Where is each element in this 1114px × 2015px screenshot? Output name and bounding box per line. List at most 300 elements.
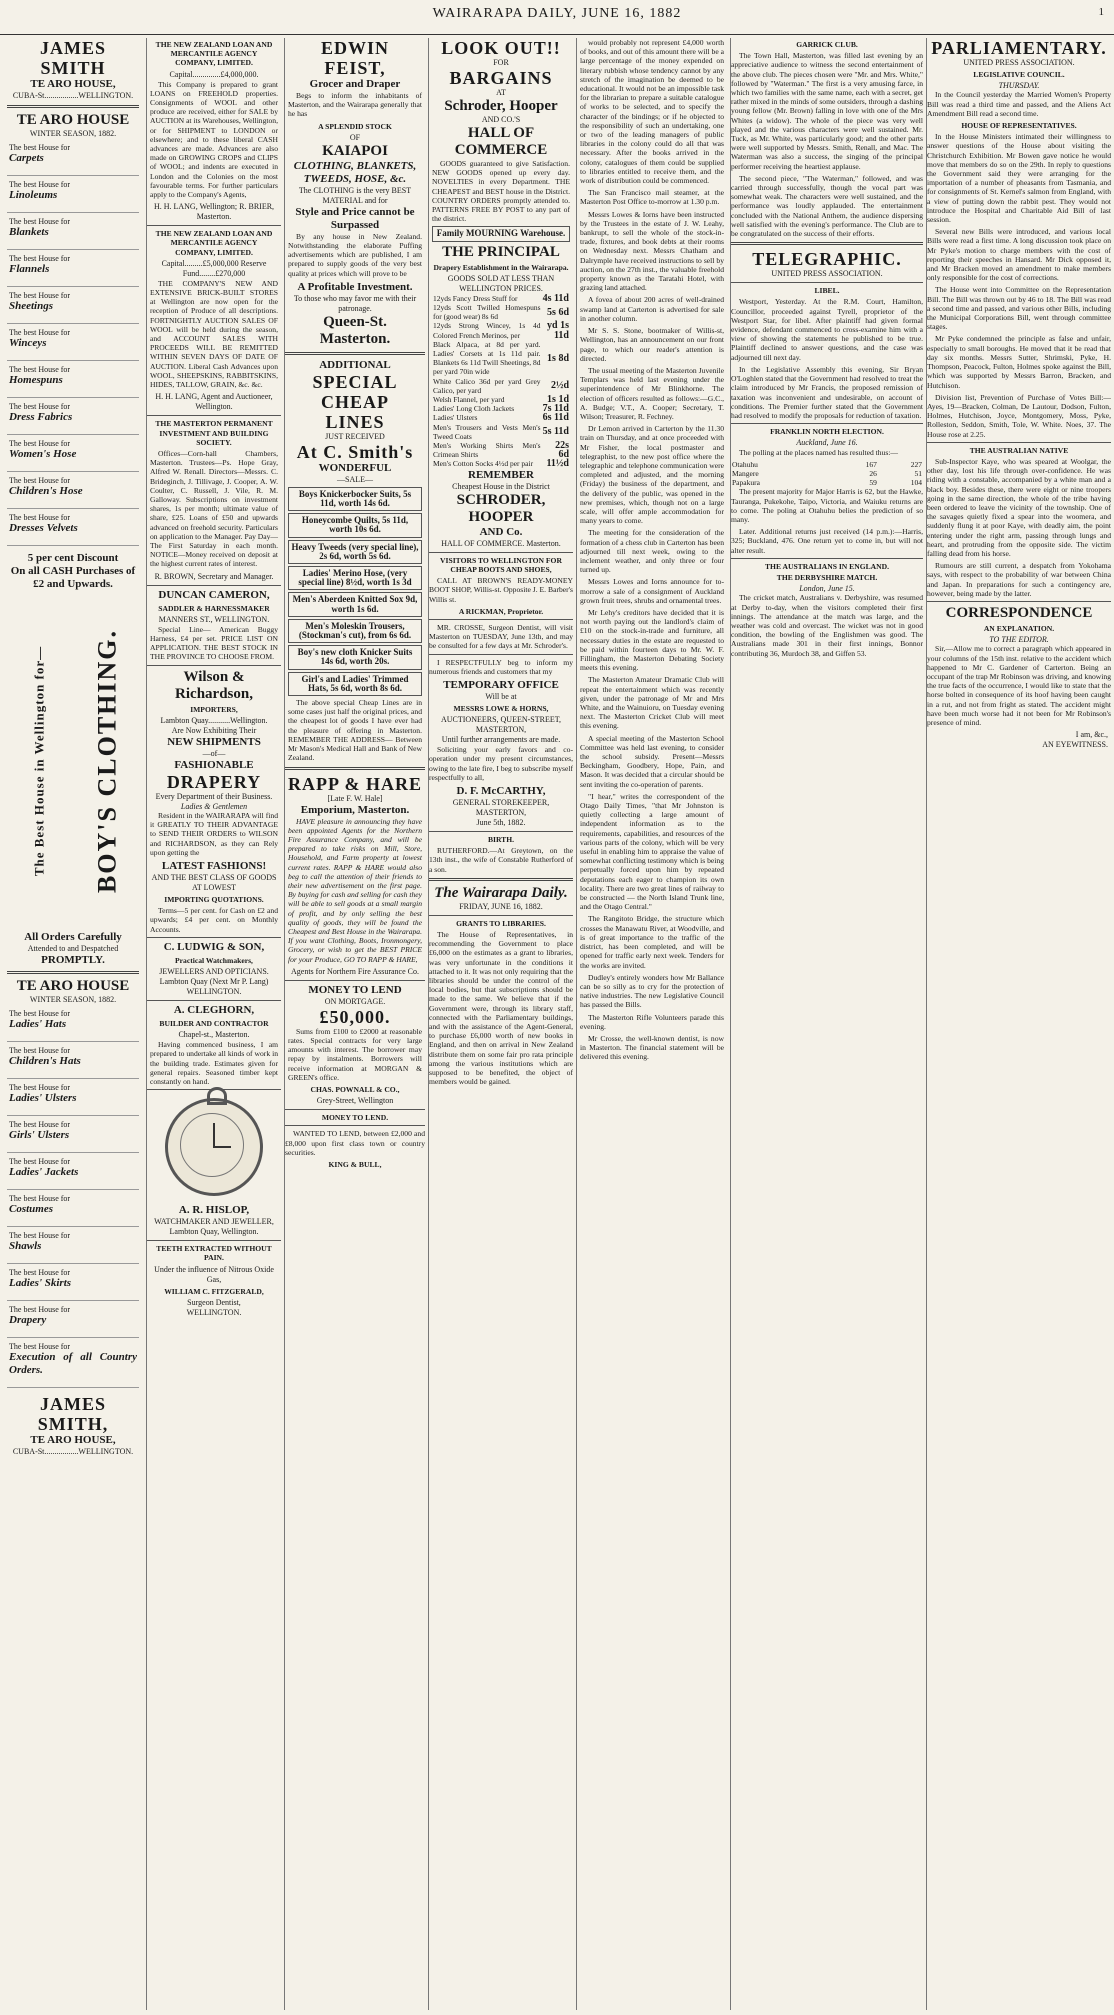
sale-items <box>288 487 422 696</box>
sale-item-label: Boy's new cloth Knicker Suits 14s 6d, worth 20s. <box>297 647 413 667</box>
article-body: Sir,—Allow me to correct a paragraph which appeared in your columns of the 15th inst. relative to the accident which happened to Mr C. Gardener of Carterton. Being an occupant of the trap Mr Robinson was driving, and knowing the true facts of the occurrence, I would like to state that the horse bolted in consequence of its hoof having been caught in a rut, and not from fright as stated. The accident might have been much worse had it not been for Mr Robinson's presence of mind. <box>927 644 1111 727</box>
ad-shop: TE ARO HOUSE, <box>30 1434 116 1446</box>
ad-amount: £50,000. <box>319 1006 391 1027</box>
dateline: THURSDAY. <box>998 81 1040 91</box>
vertical-label: BOY'S CLOTHING. <box>92 628 122 894</box>
ad-line: CLOTHING, BLANKETS, TWEEDS, HOSE, &c. <box>293 159 417 185</box>
list-item-prefix: The best House for <box>9 1120 71 1129</box>
divider <box>429 552 573 553</box>
ad-line: MESSRS LOWE & HORNS, <box>453 703 549 713</box>
price-value: yd 1s 11d <box>547 320 569 341</box>
ad-line: GENERAL STOREKEEPER, <box>452 797 550 807</box>
column-7 <box>926 38 1111 2010</box>
ad-trade: WATCHMAKER AND JEWELLER, <box>154 1217 274 1227</box>
ad-title: THE NEW ZEALAND LOAN AND MERCANTILE AGENCY COMPANY, LIMITED. <box>155 229 273 257</box>
list-item-prefix: The best House for <box>9 328 71 337</box>
article-body: The polling at the places named has resulted thus:— <box>739 447 899 457</box>
table-row <box>731 469 923 478</box>
article-heading: HOUSE OF REPRESENTATIVES. <box>961 121 1077 131</box>
table-row <box>731 460 923 469</box>
nz-loan-ad-1 <box>147 40 281 222</box>
temp-office-title: TEMPORARY OFFICE <box>443 678 559 691</box>
ad-sub: JEWELLERS AND OPTICIANS. <box>159 967 269 976</box>
ad-body: Special Line— American Buggy Harness, £4 per set. PRICE LIST ON APPLICATION. THE BEST STOCK IN THE PROVINCE TO CHOOSE FROM. <box>150 624 278 662</box>
ad-line: REMEMBER <box>468 468 534 481</box>
watch-hand <box>213 1146 231 1148</box>
dentist-ad <box>147 1244 281 1318</box>
ad-name: JAMES SMITH, <box>37 1394 109 1434</box>
table-cell: Otahuhu <box>732 459 758 469</box>
column-5 <box>576 38 727 2010</box>
list-item <box>7 1005 139 1042</box>
divider <box>147 665 281 666</box>
price-value: 4s 11d <box>542 292 569 304</box>
orders-line: PROMPTLY. <box>41 954 105 966</box>
ad-name: RAPP & HARE <box>288 773 422 794</box>
column-4 <box>428 38 573 2010</box>
ad-line: Cheapest House in the District <box>452 481 550 491</box>
article-heading: LIBEL. <box>814 286 840 296</box>
news-item: "I hear," writes the correspondent of the Otago Daily Times, "that Mr Johnston is quietly collecting a large amount of independent information as to the requirements, capabilities, and resources of the various parts of the colony, which will be very useful in enabling him to appraise the value of somewhat conflicting testimony which is being perpetually forced upon him by repeated deputations each eager to champion its own locality. There are two great lines of railway to be constructed — the North Island Trunk line, and the Otago Central." <box>580 791 724 912</box>
price-item: 12yds Scott Twilled Homespuns for (good wear) 8s 6d <box>433 303 541 322</box>
list-item-label: Linoleums <box>9 189 58 201</box>
ad-line: ON MORTGAGE. <box>324 996 386 1006</box>
ad-line: Are Now Exhibiting Their <box>171 725 257 735</box>
news-item: Mr Lehy's creditors have decided that it is not worth paying out the landlord's claim of £10 on the stock-in-trade and furniture, all necessary duties in the estate are requested to be paid within fourteen days to Mr. W. F. Fillingham, the Masterton Debating Society meets this evening. <box>580 607 724 673</box>
ad-line: MASTERTON, <box>475 725 527 735</box>
ad-shop: TE ARO HOUSE, <box>30 78 116 90</box>
ad-title: MONEY TO LEND <box>308 983 402 996</box>
ad-line: IMPORTING QUOTATIONS. <box>164 894 264 904</box>
divider <box>429 619 573 620</box>
list-item <box>7 324 139 361</box>
news-item: Dr Lemon arrived in Carterton by the 11.30 train on Thursday, and at once proceeded with Mr Fisher, the local postmaster and telegraphist, to the new post office where the telegraphic and telephone communication were completed and adjusted, and the morning (Friday) the business of the department, and the delivery of the public, was opened in the new premises, which, though not on a large scale, will offer ample accommodation for many years to come. <box>580 424 724 526</box>
table-cell: 167 <box>865 459 877 469</box>
ad-line: KAIAPOI <box>322 142 388 159</box>
edwin-feist-ad <box>285 38 425 348</box>
dentist-notice: MR. CROSSE, Surgeon Dentist, will visit Masterton on TUESDAY, June 13th, and may be consulted for a few days at Mr. Schroder's. <box>429 622 573 651</box>
list-item-label: Dresses Velvets <box>9 522 78 534</box>
list-item-label: Girls' Ulsters <box>9 1129 70 1141</box>
sale-item-label: Boys Knickerbocker Suits, 5s 11d, worth 14s 6d. <box>298 488 412 509</box>
price-item: Black Alpaca, at 8d per yard. Ladies' Corsets at 1s 11d pair. Blankets 6s 11d Twill Sheetings, 8d per yard 70in wide <box>433 339 541 377</box>
list-item <box>7 1042 139 1079</box>
news-item: Mr Crosse, the well-known dentist, is now in Masterton. The financial statement will be delivered this evening. <box>580 1033 724 1062</box>
list-item-label: Ladies' Skirts <box>9 1277 72 1289</box>
list-item-label: Carpets <box>9 152 44 164</box>
divider <box>731 423 923 424</box>
list-item-label: Drapery <box>9 1314 47 1326</box>
ad-address: HALL OF COMMERCE. Masterton. <box>441 538 561 548</box>
list-item-label: Ladies' Ulsters <box>9 1092 77 1104</box>
divider <box>147 415 281 416</box>
duncan-cameron-ad <box>147 589 281 662</box>
ad-line: Drapery Establishment in the Wairarapa. <box>433 262 569 272</box>
article-body: The Town Hall, Masterton, was filled last evening by an appreciative audience to witness the second entertainment of the above club. The pieces chosen were "Mr. and Mrs. White," followed by "Waterman." The first is a very amusing farce, in which two families with the same name, each with a secret, get rather mixed in the minds of some outsiders, through a dashing young fellow (Mr. Brown) falling in love with one of the Mrs Whites (a widow). The whole of the piece was very well played and the various characters were well sustained. Mr. Tuck, as Mr. White, was particularly good; and the other parts were well supported by Messrs. Smith, Renall, and Mac. The Waterman was also a success, the singing of the principal performer receiving the heartiest applause. <box>731 51 923 171</box>
list-item <box>7 472 139 509</box>
ad-line: DRAPERY <box>166 771 262 792</box>
list-item <box>7 1153 139 1190</box>
divider <box>285 767 425 770</box>
price-value: 2½d <box>550 380 569 392</box>
ad-address: Grey-Street, Wellington <box>316 1096 394 1106</box>
article-heading: LEGISLATIVE COUNCIL. <box>973 70 1065 79</box>
discount-line: On all CASH Purchases of <box>10 565 136 577</box>
ad-line: THE PRINCIPAL <box>442 243 560 260</box>
divider <box>927 442 1111 443</box>
table-row <box>432 423 570 441</box>
list-item-label: Ladies' Jackets <box>9 1166 79 1178</box>
article-body: The House of Representatives, in recommending the Government to place £6,000 on the estimates as a grant to libraries, was very unfortunate in the conditions it attached to it. It was not only requiring that the libraries should be under the control of the local bodies, but that subscriptions should be made to the same. We believe that if the Government were, through its library staff, connected with the Parliamentary buildings, and with the assistance of the Agent-General, to purchase £6,000 worth of new books in England, and then on arrival in New Zealand distribute them on some fair pro rata principle among the various institutions which are supposed to be benefited, the object of members would be gained. <box>429 929 573 1087</box>
list-item-prefix: The best House for <box>9 1157 71 1166</box>
ad-address: Chapel-st., Masterton. <box>178 1030 250 1040</box>
ad-body: Terms—5 per cent. for Cash on £2 and upwards; £4 per cent. on Monthly Accounts. <box>150 906 278 934</box>
nz-loan-ad-2 <box>147 229 281 412</box>
ad-address: Lambton Quay...........Wellington. <box>160 715 268 725</box>
vertical-text-big <box>75 591 140 931</box>
ad-name: D. F. McCARTHY, <box>456 784 546 797</box>
ad-line: Every Department of their Business. <box>155 791 273 801</box>
ad-line: SPECIAL CHEAP <box>312 371 398 412</box>
price-item: Men's Working Shirts Men's Crimean Shirts <box>433 441 541 460</box>
list-item <box>7 398 139 435</box>
ad-line: OF <box>349 132 361 142</box>
price-value: 6s 11d <box>542 412 569 424</box>
price-item: Ladies' Long Cloth Jackets <box>433 404 515 414</box>
ad-name: DUNCAN CAMERON, <box>158 588 270 601</box>
list-item <box>7 509 139 546</box>
ad-name: WILLIAM C. FITZGERALD, <box>164 1286 264 1296</box>
signoff: I am, &c., <box>1075 730 1108 740</box>
news-item: The Masterton Rifle Volunteers parade this evening. <box>580 1012 724 1031</box>
ad-title: TEETH EXTRACTED WITHOUT PAIN. <box>156 1244 272 1263</box>
divider <box>147 937 281 938</box>
table-row <box>432 294 570 303</box>
list-item-prefix: The best House for <box>9 180 71 189</box>
ad-trade: IMPORTERS, <box>190 704 238 714</box>
list-item <box>7 176 139 213</box>
article-heading: THE AUSTRALIANS IN ENGLAND. <box>764 561 890 571</box>
price-item: Men's Cotton Socks 4½d per pair <box>433 459 534 469</box>
ad-line: At C. Smith's <box>296 441 414 462</box>
ad-body: This Company is prepared to grant LOANS on FREEHOLD properties. Consignments of WOOL and other produce are received, either for SALE by AUCTION at its Warehouses, Wellington, or for SHIPMENT to LONDON or elsewhere; and to these liberal CASH advances are made. Advances are also made on GROWING CROPS and CLIPS of WOOL; and indents are executed in London and the Colonies on the most favourable terms. For further particulars apply to the Company's Agents, <box>150 79 278 200</box>
column-6 <box>730 38 923 2010</box>
list-item-prefix: The best House for <box>9 513 71 522</box>
ad-line: LATEST FASHIONS! <box>161 859 267 872</box>
ad-name: CHAS. POWNALL & CO., <box>310 1084 400 1094</box>
article-heading: FRANKLIN NORTH ELECTION. <box>770 427 884 437</box>
ad-name: A. CLEGHORN, <box>173 1004 255 1016</box>
orders-line: Attended to and Despatched <box>27 944 119 953</box>
ad-name: KING & BULL, <box>328 1159 382 1169</box>
house-title: TE ARO HOUSE <box>16 978 130 994</box>
sale-item-label: Men's Moleskin Trousers, (Stockman's cut), from 6s 6d. <box>298 620 412 641</box>
divider <box>429 915 573 916</box>
orders-line: All Orders Carefully <box>24 931 122 943</box>
sale-item <box>288 513 422 537</box>
ad-line: GOODS SOLD AT LESS THAN WELLINGTON PRICES. <box>447 273 555 293</box>
article-heading: THE AUSTRALIAN NATIVE <box>969 445 1069 455</box>
watch-hand <box>213 1123 215 1147</box>
table-row <box>432 377 570 395</box>
james-smith-ad-top <box>4 38 142 1457</box>
list-item-label: Flannels <box>9 263 50 275</box>
masterton-building-society-ad <box>147 419 281 581</box>
divider <box>285 1109 425 1110</box>
list-item-prefix: The best House for <box>9 365 71 374</box>
list-item <box>7 213 139 250</box>
ad-line: NEW SHIPMENTS <box>167 735 261 748</box>
look-out-ad <box>429 38 573 549</box>
price-value: 5s 11d <box>542 426 569 438</box>
divider <box>731 242 923 245</box>
list-item-prefix: The best House for <box>9 1305 71 1314</box>
ad-body: Having commenced business, I am prepared to undertake all kinds of work in the building trade. Estimates given for general repairs. Seasoned timber kept constantly on hand. <box>150 1040 278 1087</box>
ad-address: Queen-St. Masterton. <box>319 313 391 347</box>
hislop-ad <box>147 1098 281 1237</box>
ad-line: Until further arrangements are made. <box>441 735 561 745</box>
divider <box>429 831 573 832</box>
list-item <box>7 250 139 287</box>
ad-name: Wilson & Richardson, <box>175 668 253 702</box>
list-item-prefix: The best House for <box>9 143 71 152</box>
list-item <box>7 1301 139 1338</box>
sale-item-label: Girl's and Ladies' Trimmed Hats, 5s 6d, worth 8s 6d. <box>301 673 409 693</box>
divider <box>147 225 281 226</box>
list-item-prefix: The best House for <box>9 1083 71 1092</box>
mourning-box <box>432 226 570 241</box>
ad-name: SCHRODER, <box>456 491 546 508</box>
masthead <box>0 0 1114 35</box>
divider <box>285 352 425 355</box>
ad-line: AND CO.'S <box>481 115 521 124</box>
ad-line: A Profitable Investment. <box>297 280 413 293</box>
news-item: A fovea of about 200 acres of well-drained swamp land at Carterton is advertised for sale in another column. <box>580 295 724 323</box>
c-smith-sale-ad <box>285 359 425 763</box>
list-item-label: Execution of all Country Orders. <box>9 1351 137 1376</box>
issue-date: FRIDAY, JUNE 16, 1882. <box>459 901 543 911</box>
list-item <box>7 1264 139 1301</box>
ad-body: Sums from £100 to £2000 at reasonable rates. Special contracts for very large amounts with interest. The borrower may repay by instalments. Borrowers will receive information at MORGAN & GREEN's office. <box>288 1026 422 1082</box>
ad-line: AND THE BEST CLASS OF GOODS AT LOWEST <box>151 872 277 892</box>
article-body: In the House Ministers intimated their willingness to answer questions of the House about visiting the Christchurch Exhibition. Mr Bowen gave notice he would move that members do so on the 29th. In reply to questions the Government said they were arranging for the importation of a number of pheasants from Tasmania, and for consignments of St. Kernel's salmon from England, with a view of putting down the rabbit pest. They would not introduce the Hospital and Charitable Aid Bill of last session. <box>927 132 1111 225</box>
price-value: 1s 1d <box>547 394 569 406</box>
vertical-label: The Best House in Wellington for— <box>31 645 47 877</box>
money-to-lend-ad <box>285 984 425 1106</box>
news-item: Dudley's entirely wonders how Mr Ballance can be so silly as to cry for the protection of native industries. The new Legislative Council has passed the Bills. <box>580 972 724 1010</box>
masthead-title: WAIRARAPA DAILY, JUNE 16, 1882 <box>432 6 682 21</box>
list-item-label: Blankets <box>9 226 49 238</box>
article-body: Rumours are still current, a despatch from Yokohama says, with respect to the probability of war between China and Japan. In preparations for such a contingency are, however, being made by the latter. <box>927 561 1111 598</box>
salutation: TO THE EDITOR. <box>989 635 1049 645</box>
house-season: WINTER SEASON, 1882. <box>29 129 117 138</box>
ad-line: June 5th, 1882. <box>476 817 526 827</box>
article-body: The cricket match, Australians v. Derbyshire, was resumed at Derby to-day, when the visitors completed their first innings. The attendance at the match was large, and the weather was cold and overcast. The wicket was not in good condition, the bowling of the Englishmen was good. The Australians made 301 in their first innings, Bonnor contributing 36, Murdoch 38, and Giffen 53. <box>731 593 923 658</box>
ad-line: Schroder, Hooper <box>444 98 558 114</box>
price-value: 5s 6d <box>547 306 569 318</box>
list-item-prefix: The best House for <box>9 1194 71 1203</box>
article-body: Westport, Yesterday. At the R.M. Court, Hamilton, Councillor, proceeded against Tyrell, proprietor of the Westport Star, for libel. After plaintiff had given formal evidence, defendant commenced to cross-examine him with a view of showing the statements he published to be true. Plaintiff declined to answer questions, and the case was adjourned till next day. <box>731 297 923 362</box>
ad-line: LINES <box>325 411 385 432</box>
divider <box>7 971 139 974</box>
boots-ad-body: CALL AT BROWN'S READY-MONEY BOOT SHOP, Willis-st. Opposite J. E. Barber's Willis st. <box>429 576 573 604</box>
dateline: London, June 15. <box>799 584 855 594</box>
ad-body: THE COMPANY'S NEW AND EXTENSIVE BRICK-BUILT STORES at Wellington are now open for the reception of Produce of all descriptions. FORTNIGHTLY AUCTION SALES OF WOOL will be held during the season, and ACCOUNT SALES WITH PROCEEDS WILL BE REMITTED WITHIN SEVEN DAYS OF DATE OF AUCTION. Liberal Cash Advances upon WOOL, SHEEPSKINS, RABBITSKINS, HIDES, TALLOW, GRAIN, &c. &c. <box>150 278 278 390</box>
sale-item <box>288 619 422 643</box>
list-item <box>7 1190 139 1227</box>
price-item: Ladies' Ulsters <box>433 413 478 423</box>
table-cell: Mangere <box>732 468 759 478</box>
ad-address: MANNERS ST., WELLINGTON. <box>158 614 270 624</box>
ad-name: A. R. HISLOP, <box>178 1204 250 1217</box>
divider <box>731 558 923 559</box>
news-item: The Rangitoto Bridge, the structure which crosses the Manawatu River, at Woodville, and is of great importance to the traffic of the district, has been completed, and will be opened for traffic early next week. Tenders for the works are invited. <box>580 914 724 970</box>
price-item: 12yds Fancy Dress Stuff for <box>433 293 518 303</box>
divider <box>429 878 573 881</box>
ad-address: CUBA-St.................WELLINGTON. <box>12 1447 134 1456</box>
list-item-prefix: The best House for <box>9 1009 71 1018</box>
ad-line: —of— <box>202 748 226 758</box>
house-season: WINTER SEASON, 1882. <box>29 995 117 1004</box>
list-item-prefix: The best House for <box>9 217 71 226</box>
cleghorn-ad <box>147 1004 281 1086</box>
ad-address: CUBA-St.................WELLINGTON. <box>12 91 134 100</box>
sale-item <box>288 566 422 590</box>
list-item-label: Homespuns <box>9 374 63 386</box>
sale-item <box>288 645 422 669</box>
list-item-label: Shawls <box>9 1240 42 1252</box>
list-item-label: Costumes <box>9 1203 54 1215</box>
ad-line: —SALE— <box>337 474 373 484</box>
ad-body: HAVE pleasure in announcing they have been appointed Agents for the Northern Fire Assurance Company, and will be prepared to take risks on Mill, Store, Household, and Farm property at lowest current rates. RAPP & HARE would also beg to call the attention of their friends to their new advertisement on the first page. By buying for cash and selling for cash they will be able to sell goods at a small margin of profit, and by only selling the best quality of goods, they will be found the Cheapest and Best House in the Wairarapa. If you want Clothing, Boots, Ironmongery, Grocery, or wish to get the BEST PRICE for your Produce, GO TO RAPP & HARE, <box>288 816 422 964</box>
table-cell: Papakura <box>732 478 760 488</box>
ad-address: WELLINGTON. <box>186 1307 242 1317</box>
list-item <box>7 435 139 472</box>
article-body: Several new Bills were introduced, and various local Bills were read a first time. A long discussion took place on Mr Pyke's motion to charge members with the cost of reporting their speeches in Hansard. Mr Dick opposed it, and Mr Bracken moved an amendment to make members only responsible for the cost of corrections. <box>927 227 1111 283</box>
sale-item-label: Heavy Tweeds (very special line), 2s 6d, worth 5s 6d. <box>291 541 419 561</box>
table-cell: 51 <box>914 468 922 478</box>
pocket-watch-icon <box>165 1098 263 1196</box>
boots-ad-title: VISITORS TO WELLINGTON FOR CHEAP BOOTS AND SHOES, <box>440 555 562 574</box>
ad-name: HOOPER <box>468 508 534 525</box>
news-column <box>577 38 727 1062</box>
price-item: White Calico 36d per yard Grey Calico, per yard <box>433 376 541 395</box>
newspaper-title: The Wairarapa Daily. <box>434 884 568 901</box>
list-item-label: Ladies' Hats <box>9 1018 67 1030</box>
sale-item-label: Honeycombe Quilts, 5s 11d, worth 10s 6d. <box>301 515 409 535</box>
list-item-prefix: The best House for <box>9 1046 71 1055</box>
ad-name: EDWIN FEIST, <box>320 38 389 78</box>
article-body: In the Legislative Assembly this evening, Sir Bryan O'Loghlen stated that the Government had resolved to treat the claim introduced by Mr Francis, the proposed remission of taxation was inconvenient and undesirable, on account of conditions. The Premier further stated that the Government had resolved to modify the proposals for reduction of taxation. <box>731 364 923 420</box>
divider <box>147 1240 281 1241</box>
list-item <box>7 1079 139 1116</box>
ad-title: THE MASTERTON PERMANENT INVESTMENT AND BUILDING SOCIETY. <box>155 419 273 447</box>
table-row <box>731 478 923 487</box>
ad-body: GOODS guaranteed to give Satisfaction. NEW GOODS opened up every day. NOVELTIES in every Department. THE CHEAPEST and BEST house in the District. COUNTRY ORDERS promptly attended to. PATTERNS FREE BY POST to any part of the district. <box>432 159 570 224</box>
news-item: The Masterton Amateur Dramatic Club will repeat the entertainment which was recently given, under the patronage of Mr and Mrs White, and the Wainuioru, on Tuesday evening next. The Masterton Cricket Club will meet this evening. <box>580 675 724 731</box>
news-item: A special meeting of the Masterton School Committee was held last evening, to consider the school subsidy. Present—Messrs Beckingham, Goodbery, Hope, Pain, and Mason. It was decided that a circular should be sent inviting the co-operation of parents. <box>580 733 724 789</box>
ad-name: AND Co. <box>479 525 523 538</box>
ad-line: [Late F. W. Hale] <box>327 793 383 803</box>
ad-line: Agents for Northern Fire Assurance Co. <box>291 966 419 976</box>
price-table <box>432 294 570 469</box>
birth-title: BIRTH. <box>487 834 515 844</box>
list-item-prefix: The best House for <box>9 1231 71 1240</box>
article-subheading: THE DERBYSHIRE MATCH. <box>776 572 878 582</box>
sale-item <box>288 487 422 511</box>
wanted-to-lend-ad: WANTED TO LEND, between £2,000 and £8,000 upon first class town or country securities. <box>285 1129 425 1157</box>
news-item: Messrs Lowes & Iorns have been instructed by the Trustees in the estate of J. W. Leahy, bankrupt, to sell the whole of the stock-in-trade, fixtures, and book debts at their rooms on Wednesday next. Messrs Chatham and Dalrymple have received instructions to sell by auction, on the 27th inst., the valuable freehold property known as the Taratahi Hotel, with grazing land attached. <box>580 209 724 293</box>
ad-name: JAMES SMITH <box>39 38 106 78</box>
sale-item <box>288 540 422 564</box>
article-body: Sub-Inspector Kaye, who was speared at Woolgar, the other day, lost his life through over-confidence. He was riding with a constable, accompanied by a white man and a black boy. Besides these, there were eight or nine troopers going in the same direction, the whole of the tribe having been ordered to leave the vicinity of the township. One of the savages quietly fixed a spear into the woomera, and suddenly flung it at poor Kaye, with deadly aim, the point entering under the right arm, passing through lungs and heart, and protruding from the opposite side. The victim falling dead from his horse. <box>927 456 1111 558</box>
ad-capital: Capital..............£4,000,000. <box>169 69 259 79</box>
ad-trade: Grocer and Draper <box>309 78 401 90</box>
ad-line: Will be at <box>485 691 517 701</box>
article-body: Division list, Prevention of Purchase of Votes Bill:—Ayes, 19—Bracken, Colman, De Lautour, Dodson, Fulton, Holmes, Hutchison, Joyce, Montgomery, Moss, Pyke, Rolleston, Seddon, Smith, Tole, W. White. Noes, 37. The House rose at 2.25. <box>927 392 1111 439</box>
sale-item <box>288 672 422 696</box>
price-item: Welsh Flannel, per yard <box>433 395 505 405</box>
section-title: PARLIAMENTARY. <box>931 38 1107 58</box>
dateline: Auckland, June 16. <box>796 438 858 448</box>
list-item-prefix: The best House for <box>9 439 71 448</box>
ad-trade: BUILDER AND CONTRACTOR <box>159 1019 269 1028</box>
list-item <box>7 287 139 324</box>
section-title: TELEGRAPHIC. <box>752 249 902 270</box>
ad-body: Resident in the WAIRARAPA will find it GREATLY TO THEIR ADVANTAGE to SEND THEIR ORDERS to WILSON and RICHARDSON, as they can Rely upon getting the <box>150 810 278 857</box>
table-cell: 227 <box>910 459 922 469</box>
sale-item-label: Men's Aberdeen Knitted Sox 9d, worth 1s 6d. <box>292 594 418 614</box>
price-value: 1s 8d <box>547 352 569 364</box>
sale-item <box>288 592 422 616</box>
list-item <box>7 1116 139 1153</box>
watch-face <box>180 1113 244 1177</box>
ad-agent: H. H. LANG, Agent and Auctioneer, Wellington. <box>155 392 273 412</box>
best-house-list-a <box>7 139 139 546</box>
list-item-prefix: The best House for <box>9 1342 71 1351</box>
page-number: 1 <box>1098 6 1104 18</box>
news-item: Mr S. S. Stone, bootmaker of Willis-st, Wellington, has an announcement on our front page, to which our reader's attention is directed. <box>580 326 724 363</box>
ad-line: MASTERTON, <box>475 807 527 817</box>
ad-body: Under the influence of Nitrous Oxide Gas, <box>154 1264 274 1284</box>
section-sub: UNITED PRESS ASSOCIATION. <box>963 58 1075 67</box>
ad-line: Emporium, Masterton. <box>300 803 410 816</box>
article-body: Mr Pyke condemned the principle as false and unfair, especially to small boroughs. He moved that it be read that day six months. Messrs Sutter, Shrimski, Pyke, H. Thompson, Peacock, Fulton, Holmes spoke against the Bill, which was supported by Messrs Barron, Bracken, and Hutchison. <box>927 334 1111 390</box>
table-cell: 104 <box>910 478 922 488</box>
price-value: 22s 6d <box>555 440 569 461</box>
discount-line: £2 and Upwards. <box>33 578 113 590</box>
article-body: Later. Additional returns just received (14 p.m.):—Harris, 325; Buckland, 476. One return yet to come in, but will not alter result. <box>731 527 923 555</box>
divider <box>927 601 1111 602</box>
ad-line: BARGAINS <box>449 68 553 88</box>
price-item: Men's Trousers and Vests Men's Tweed Coats <box>433 422 541 441</box>
price-item: 12yds Strong Wincey, 1s 4d Colored French Merinos, per <box>433 321 541 340</box>
ad-trade: SADDLER & HARNESSMAKER <box>158 603 270 613</box>
ad-body: Begs to inform the inhabitants of Masterton, and the Wairarapa generally that he has <box>288 91 422 119</box>
ad-line: The CLOTHING is the very BEST MATERIAL and for <box>298 185 412 205</box>
list-item <box>7 1338 139 1388</box>
column-2 <box>146 38 281 2010</box>
rapp-hare-ad <box>285 774 425 977</box>
ad-line: AT <box>496 88 506 97</box>
list-item-label: Children's Hose <box>9 485 83 497</box>
election-table <box>731 460 923 488</box>
ad-line: FASHIONABLE <box>174 758 254 771</box>
ad-name: C. LUDWIG & SON, <box>163 940 265 953</box>
table-row <box>432 441 570 459</box>
divider <box>147 1000 281 1001</box>
ad-agent: R. BROWN, Secretary and Manager. <box>154 571 274 581</box>
